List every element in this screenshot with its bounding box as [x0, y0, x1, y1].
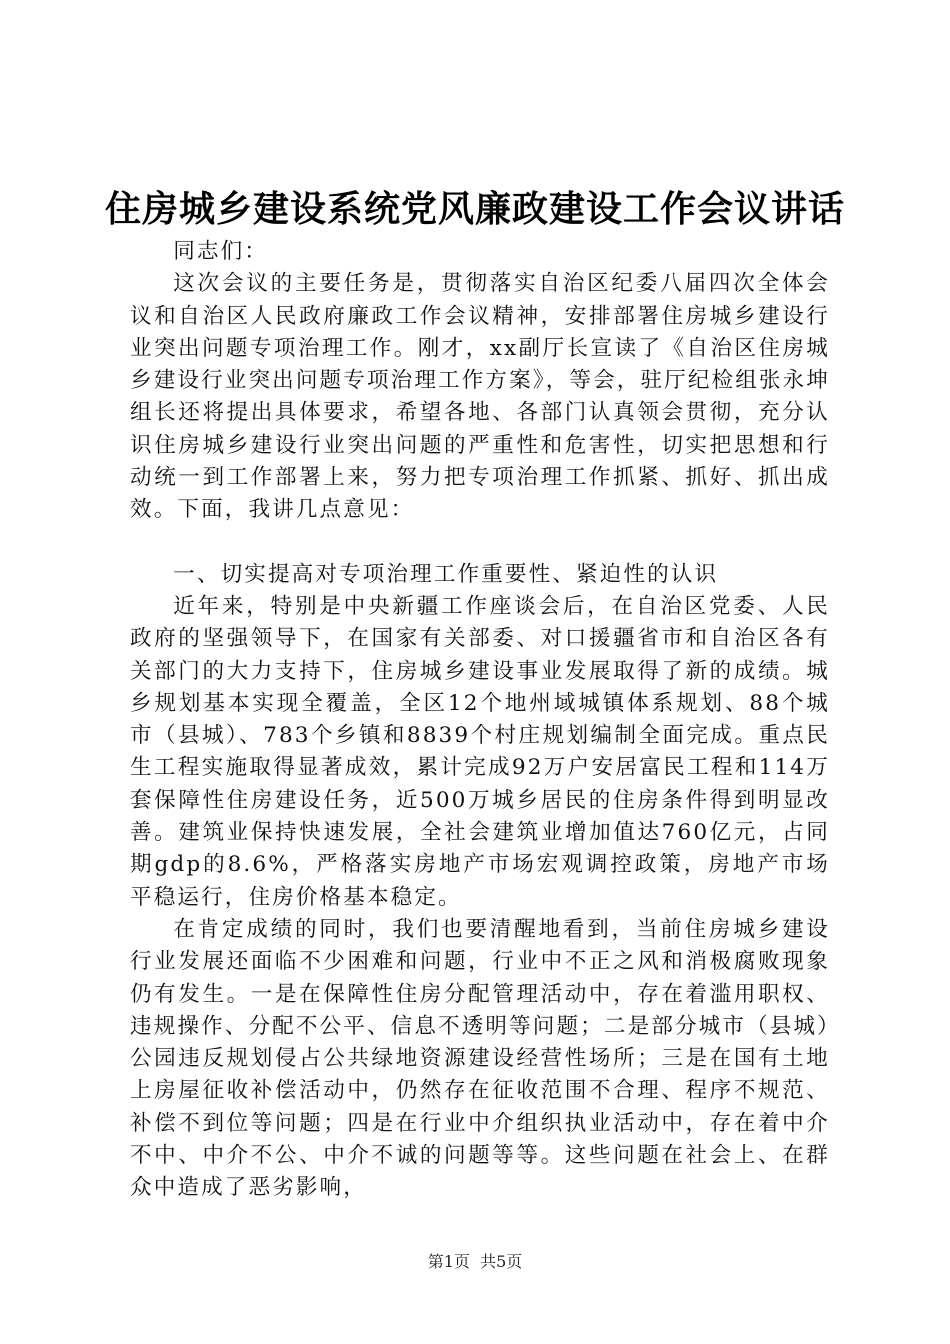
page-number: 第1页: [427, 1252, 470, 1271]
page-footer: [0, 1250, 950, 1274]
document-title: 住房城乡建设系统党风廉政建设工作会议讲话: [104, 189, 845, 230]
problems-paragraph: 在肯定成绩的同时，我们也要清醒地看到，当前住房城乡建设行业发展还面临不少困难和问题，行业中不正之风和消极腐败现象仍有发生。一是在保障性住房分配管理活动中，存在着滥用职权、违规操作、分配不公平、信息不透明等问题；二是部分城市（县城）公园违反规划侵占公共绿地资源建设经营性场所；三是在国有土地上房屋征收补偿活动中，仍然存在征收范围不合理、程序不规范、补偿不到位等问题；四是在行业中介组织执业活动中，存在着中介不中、中介不公、中介不诚的问题等等。这些问题在社会上、在群众中造成了恶劣影响，: [130, 916, 831, 1201]
salutation: 同志们：: [173, 239, 268, 264]
page-total: 共5页: [480, 1252, 523, 1271]
footer-separator: [470, 1252, 480, 1271]
achievements-paragraph: 近年来，特别是中央新疆工作座谈会后，在自治区党委、人民政府的坚强领导下，在国家有关部委、对口援疆省市和自治区各有关部门的大力支持下，住房城乡建设事业发展取得了新的成绩。城乡规划基本实现全覆盖，全区12个地州域城镇体系规划、88个城市（县城）、783个乡镇和8839个村庄规划编制全面完成。重点民生工程实施取得显著成效，累计完成92万户安居富民工程和114万套保障性住房建设任务，近500万城乡居民的住房条件得到明显改善。建筑业保持快速发展，全社会建筑业增加值达760亿元，占同期gdp的8.6%，严格落实房地产市场宏观调控政策，房地产市场平稳运行，住房价格基本稳定。: [130, 593, 830, 910]
document-body: [130, 236, 830, 1205]
paragraph-spacer: [130, 527, 830, 559]
section-heading: 一、切实提高对专项治理工作重要性、紧迫性的认识: [173, 561, 719, 587]
intro-paragraph: 这次会议的主要任务是，贯彻落实自治区纪委八届四次全体会议和自治区人民政府廉政工作会议精神，安排部署住房城乡建设行业突出问题专项治理工作。刚才，xx副厅长宣读了《自治区住房城乡建设行业突出问题专项治理工作方案》，等会，驻厅纪检组张永坤组长还将提出具体要求，希望各地、各部门认真领会贯彻，充分认识住房城乡建设行业突出问题的严重性和危害性，切实把思想和行动统一到工作部署上来，努力把专项治理工作抓紧、抓好、抓出成效。下面，我讲几点意见：: [130, 271, 831, 523]
